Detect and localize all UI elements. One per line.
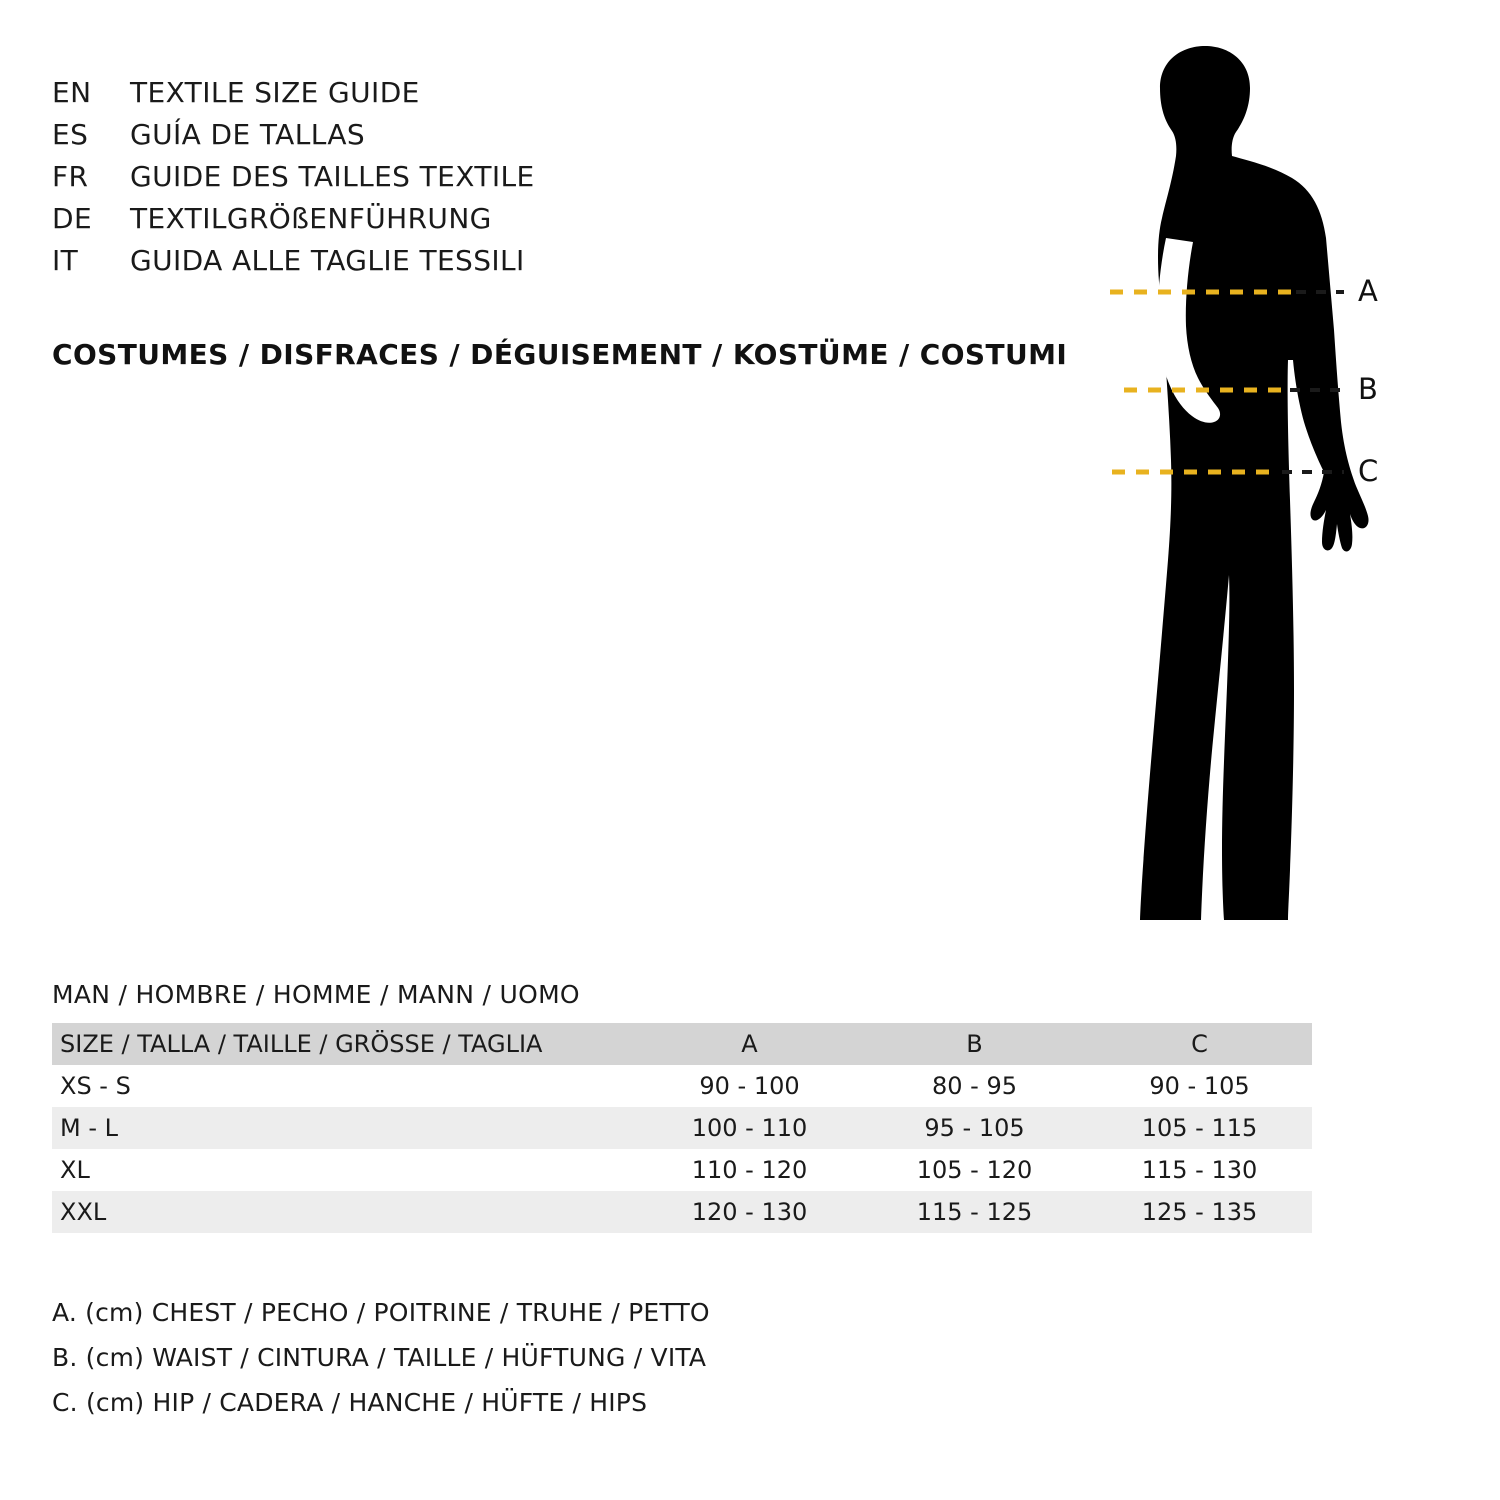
table-row [52,1107,1312,1149]
silhouette-icon [1140,46,1369,920]
table-row [52,1149,1312,1191]
cell-hip: 90 - 105 [1087,1065,1312,1107]
language-label: GUÍA DE TALLAS [130,118,366,151]
legend-line-a: A. (cm) CHEST / PECHO / POITRINE / TRUHE / PETTO [52,1298,710,1327]
category-line: COSTUMES / DISFRACES / DÉGUISEMENT / KOSTÜME / COSTUMI [52,338,1068,371]
cell-chest: 90 - 100 [637,1065,862,1107]
language-code: IT [52,244,79,277]
measure-label-a: A [1358,274,1378,308]
cell-size: XXL [52,1191,637,1233]
language-row-fr [52,160,1032,202]
table-header-row [52,1023,1312,1065]
language-list [52,76,1032,286]
language-code: EN [52,76,92,109]
language-row-it [52,244,1032,286]
cell-hip: 105 - 115 [1087,1107,1312,1149]
language-code: DE [52,202,93,235]
legend-line-b: B. (cm) WAIST / CINTURA / TAILLE / HÜFTUNG / VITA [52,1343,707,1372]
column-header-a: A [637,1023,862,1065]
cell-waist: 95 - 105 [862,1107,1087,1149]
measurement-legend [52,1290,1152,1425]
language-label: TEXTILE SIZE GUIDE [130,76,420,109]
size-table [52,1023,1312,1233]
language-label: TEXTILGRÖßENFÜHRUNG [130,202,492,235]
legend-line-c: C. (cm) HIP / CADERA / HANCHE / HÜFTE / HIPS [52,1388,648,1417]
language-row-es [52,118,1032,160]
column-header-b: B [862,1023,1087,1065]
cell-size: XS - S [52,1065,637,1107]
language-row-de [52,202,1032,244]
cell-chest: 100 - 110 [637,1107,862,1149]
column-header-c: C [1087,1023,1312,1065]
cell-hip: 125 - 135 [1087,1191,1312,1233]
language-code: FR [52,160,89,193]
language-label: GUIDE DES TAILLES TEXTILE [130,160,535,193]
measure-label-c: C [1358,454,1379,488]
language-label: GUIDA ALLE TAGLIE TESSILI [130,244,525,277]
cell-waist: 80 - 95 [862,1065,1087,1107]
cell-hip: 115 - 130 [1087,1149,1312,1191]
language-code: ES [52,118,89,151]
cell-size: XL [52,1149,637,1191]
cell-waist: 105 - 120 [862,1149,1087,1191]
cell-chest: 110 - 120 [637,1149,862,1191]
cell-size: M - L [52,1107,637,1149]
measure-label-b: B [1358,372,1378,406]
measurement-figure [1000,30,1460,930]
size-table-section [52,980,1312,1233]
table-caption: MAN / HOMBRE / HOMME / MANN / UOMO [52,980,580,1009]
column-header-size: SIZE / TALLA / TAILLE / GRÖSSE / TAGLIA [52,1023,637,1065]
table-row [52,1191,1312,1233]
cell-waist: 115 - 125 [862,1191,1087,1233]
table-row [52,1065,1312,1107]
cell-chest: 120 - 130 [637,1191,862,1233]
language-row-en [52,76,1032,118]
